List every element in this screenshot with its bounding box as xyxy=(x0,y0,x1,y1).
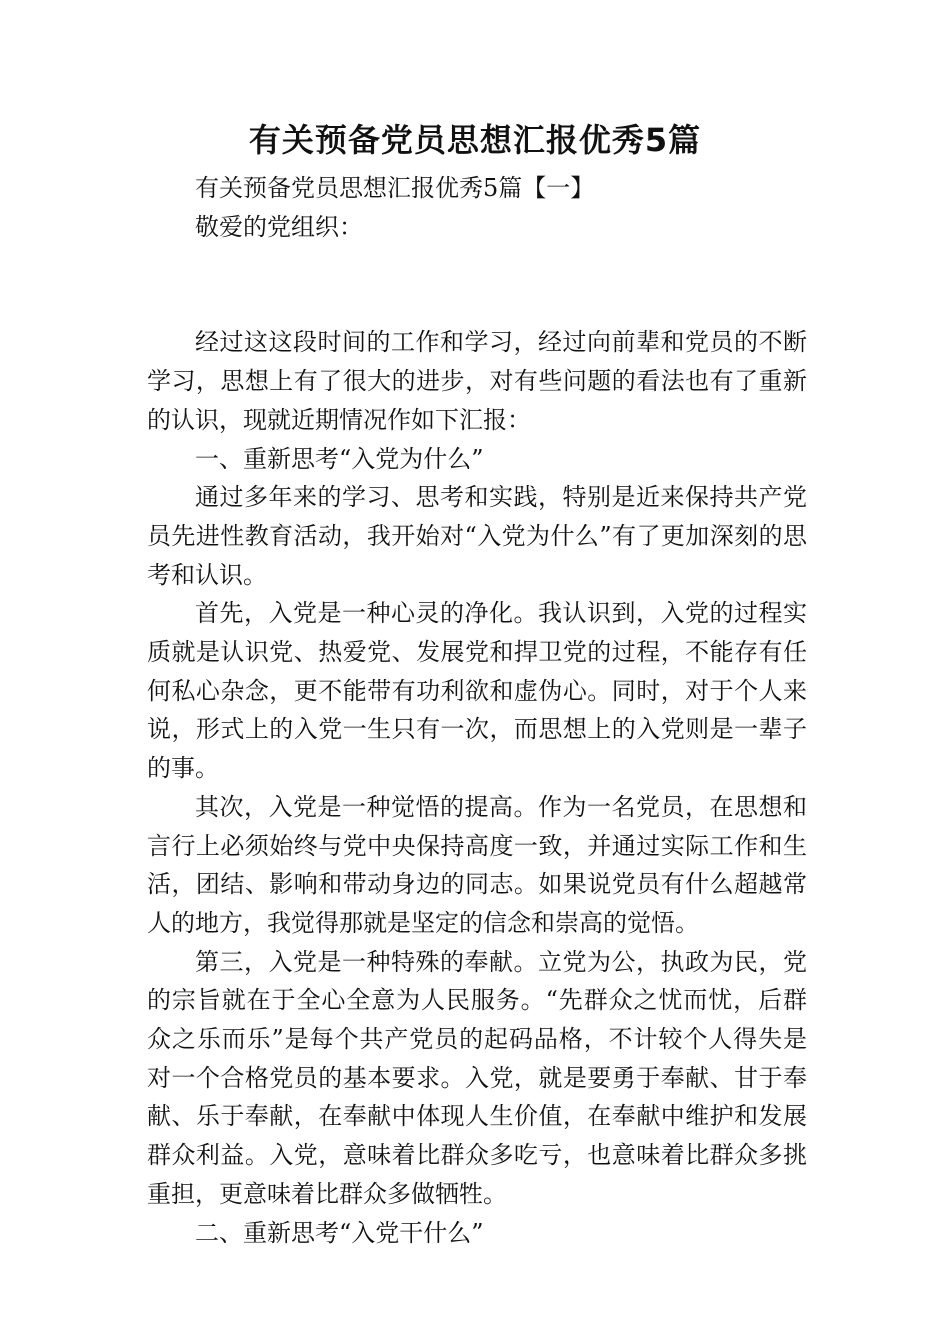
paragraph: 首先，入党是一种心灵的净化。我认识到，入党的过程实质就是认识党、热爱党、发展党和捍卫党的过程，不能存有任何私心杂念，更不能带有功利欲和虚伪心。同时，对于个人来说，形式上的入党一生只有一次，而思想上的入党则是一辈子的事。 xyxy=(147,599,807,783)
document-title: 有关预备党员思想汇报优秀5篇 xyxy=(248,121,702,159)
paragraph: 第三，入党是一种特殊的奉献。立党为公，执政为民，党的宗旨就在于全心全意为人民服务。“先群众之忧而忧，后群众之乐而乐”是每个共产党员的起码品格，不计较个人得失是对一个合格党员的基本要求。入党，就是要勇于奉献、甘于奉献、乐于奉献，在奉献中体现人生价值，在奉献中维护和发展群众利益。入党，意味着比群众多吃亏，也意味着比群众多挑重担，更意味着比群众多做牺牲。 xyxy=(147,947,807,1208)
section-heading: 二、重新思考“入党干什么” xyxy=(195,1218,484,1247)
paragraph: 经过这这段时间的工作和学习，经过向前辈和党员的不断学习，思想上有了很大的进步，对有些问题的看法也有了重新的认识，现就近期情况作如下汇报： xyxy=(147,328,807,434)
document-subtitle: 有关预备党员思想汇报优秀5篇【一】 xyxy=(195,174,595,202)
paragraph: 通过多年来的学习、思考和实践，特别是近来保持共产党员先进性教育活动，我开始对“入党为什么”有了更加深刻的思考和认识。 xyxy=(147,483,807,589)
salutation: 敬爱的党组织： xyxy=(195,212,363,241)
section-heading: 一、重新思考“入党为什么” xyxy=(195,444,484,473)
blank-line xyxy=(147,246,807,323)
document-body xyxy=(147,169,807,1252)
paragraph: 其次，入党是一种觉悟的提高。作为一名党员，在思想和言行上必须始终与党中央保持高度一致，并通过实际工作和生活，团结、影响和带动身边的同志。如果说党员有什么超越常人的地方，我觉得那就是坚定的信念和崇高的觉悟。 xyxy=(147,792,807,937)
